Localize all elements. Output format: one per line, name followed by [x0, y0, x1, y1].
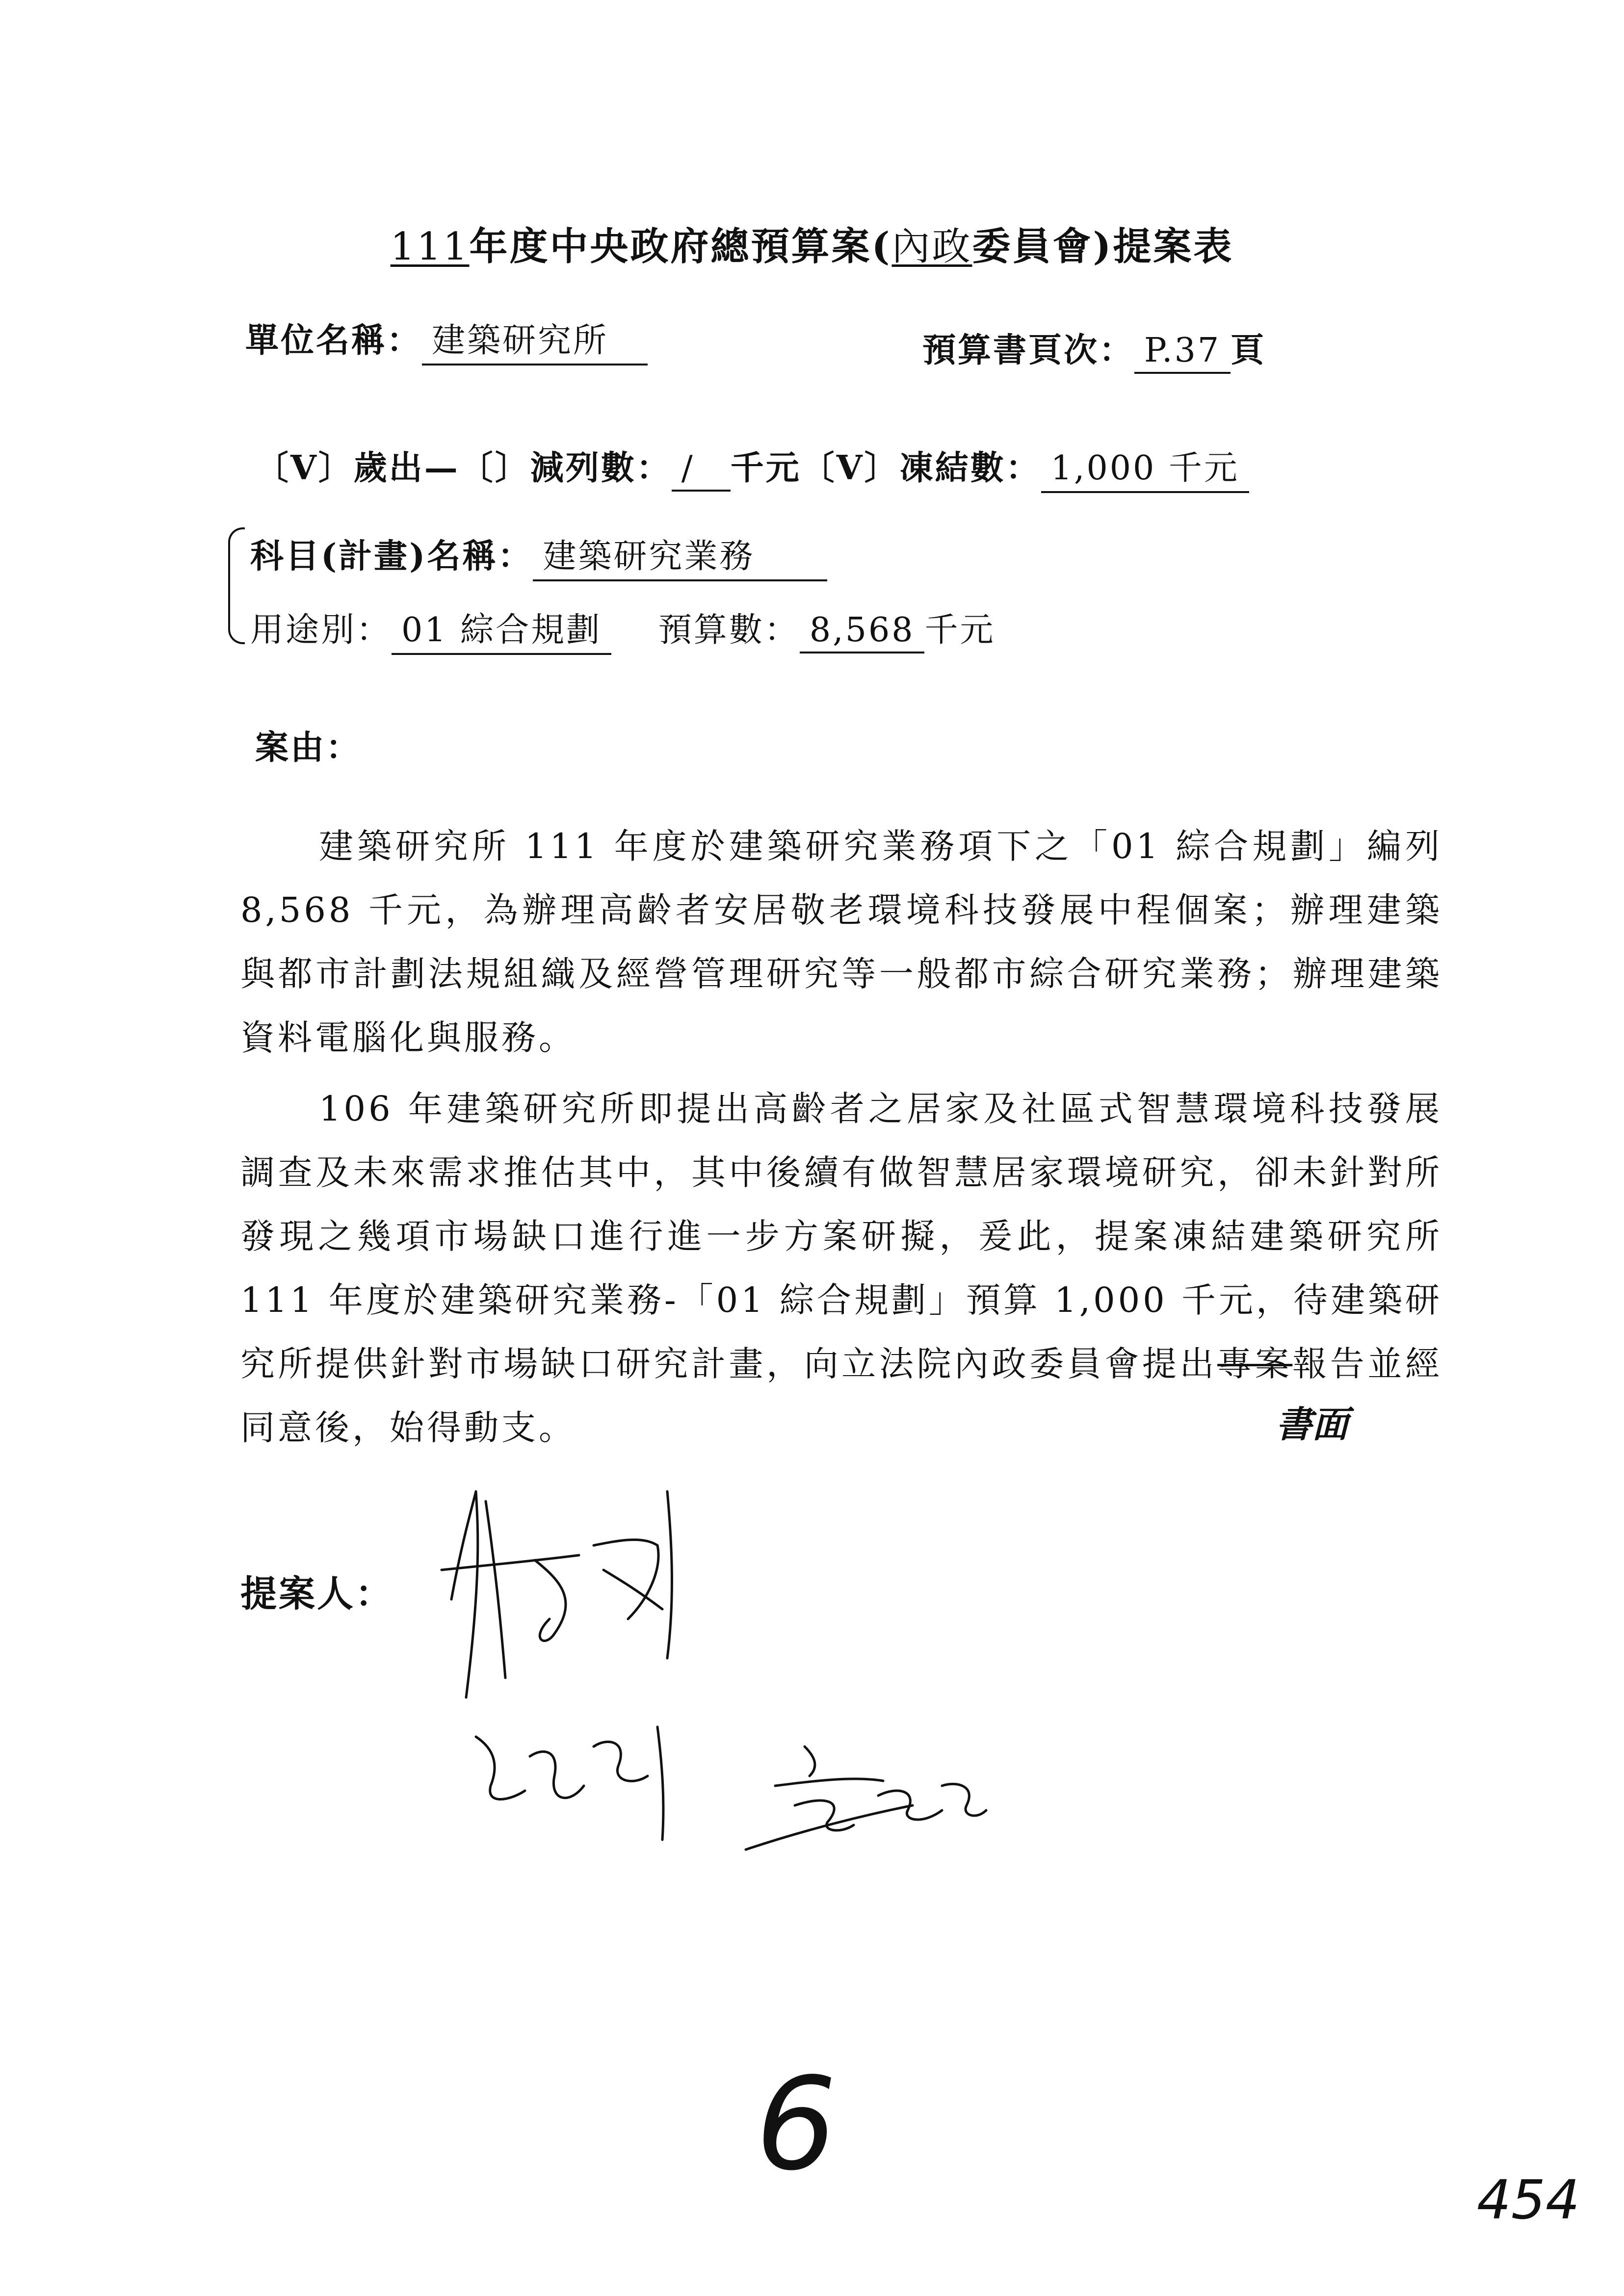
expenditure-check: 〔V〕 [255, 448, 354, 488]
budget-label: 預算數： [658, 611, 800, 650]
signature-3 [736, 1737, 991, 1854]
budget-value: 8,568 [800, 611, 925, 653]
expenditure-row [255, 442, 1249, 493]
reason-paragraph-2-text: 106 年建築研究所即提出高齡者之居家及社區式智慧環境科技發展調查及未來需求推估其中，其中後續有做智慧居家環境研究，卻未針對所發現之幾項市場缺口進行進一步方案研擬，爰此，提案凍結建築研究所 111 年度於建築研究業務-「01 綜合規劃」預算 1,000 千元，待建築研究所提供針對市場缺口研究計畫，向立法院內政委員會提出 [240, 1089, 1442, 1384]
page-number: 6 [756, 2051, 837, 2199]
cut-unit: 千元〔V〕 [730, 448, 900, 488]
title-year: 111 [390, 225, 470, 269]
purpose-row [250, 603, 995, 655]
handwritten-correction: 書面 [1276, 1404, 1348, 1446]
title-end: 委員會)提案表 [972, 224, 1234, 269]
subject-row [250, 530, 827, 581]
title-middle: 年度中央政府總預算案( [469, 224, 892, 269]
reason-label: 案由： [255, 728, 362, 767]
unit-label: 單位名稱： [245, 321, 422, 360]
corner-number: 454 [1477, 2168, 1580, 2231]
cut-value: / [672, 449, 731, 492]
reason-paragraph-2-end: 報告並經同意後，始得動支。 [240, 1344, 1443, 1448]
page-ref-suffix: 頁 [1231, 331, 1266, 370]
freeze-value: 1,000 千元 [1041, 442, 1249, 493]
purpose-value: 01 綜合規劃 [392, 603, 611, 655]
unit-row [245, 314, 648, 365]
purpose-label: 用途別： [250, 611, 392, 650]
signature-2 [471, 1707, 707, 1845]
subject-label: 科目(計畫)名稱： [250, 537, 533, 576]
signature-1 [432, 1472, 707, 1707]
page-ref-row [922, 324, 1266, 374]
budget-unit: 千元 [924, 611, 995, 650]
reason-paragraph-2 [240, 1077, 1442, 1460]
page-ref-value: P.37 [1134, 331, 1231, 374]
freeze-label: 凍結數： [899, 448, 1041, 488]
cut-label: 減列數： [530, 448, 672, 488]
expenditure-label: 歲出—〔〕 [353, 448, 530, 488]
page-ref-label: 預算書頁次： [922, 331, 1135, 370]
grouping-bracket [228, 527, 245, 644]
struck-text: 專案 [1217, 1344, 1293, 1384]
title-committee: 內政 [891, 225, 972, 269]
subject-value: 建築研究業務 [533, 530, 827, 581]
form-title [0, 216, 1624, 271]
unit-value: 建築研究所 [422, 314, 648, 365]
reason-paragraph-1: 建築研究所 111 年度於建築研究業務項下之「01 綜合規劃」編列 8,568 千元，為辦理高齡者安居敬老環境科技發展中程個案；辦理建築與都市計劃法規組織及經營管理研究等一般都市綜合研究業務；辦理建築資料電腦化與服務。 [240, 826, 1442, 1058]
proposer-label: 提案人： [240, 1573, 393, 1615]
